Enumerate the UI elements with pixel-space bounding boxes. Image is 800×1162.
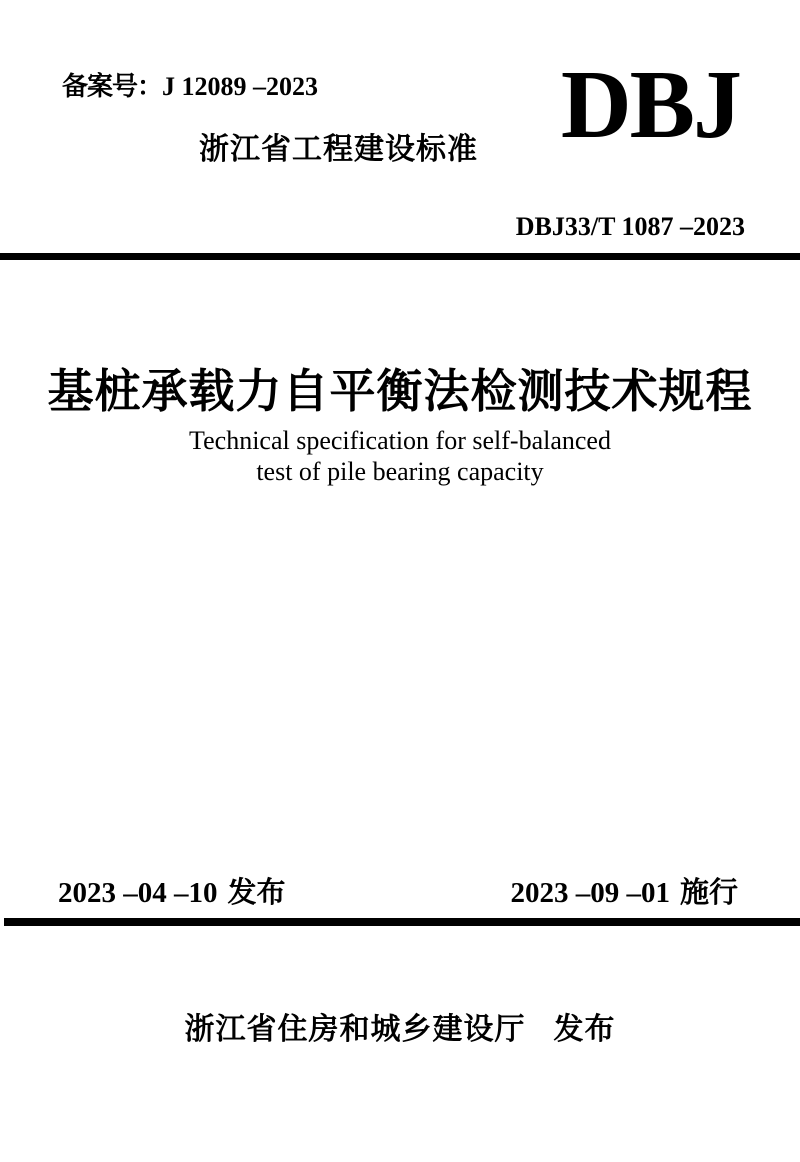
effective-date-group: [510, 870, 738, 911]
bottom-divider-rule: [4, 918, 800, 926]
top-divider-rule: [0, 253, 800, 260]
record-number-label: 备案号：: [62, 71, 163, 101]
document-title-cn: 基桩承载力自平衡法检测技术规程: [47, 366, 753, 417]
standard-category-label: 浙江省工程建设标准: [199, 133, 478, 166]
document-title-en: [0, 425, 800, 487]
publisher-name: 浙江省住房和城乡建设厅: [184, 1013, 526, 1046]
publisher-action: 发布: [553, 1013, 616, 1046]
issue-date: 2023 –04 –10: [58, 877, 218, 909]
dbj-logo: DBJ: [560, 51, 740, 159]
publisher-line: [0, 1004, 800, 1048]
document-title-en-line2: test of pile bearing capacity: [256, 457, 544, 486]
record-number-line: [62, 66, 318, 103]
issue-date-group: [58, 870, 286, 911]
dates-row: [58, 870, 738, 911]
document-title-en-line1: Technical specification for self-balanced: [189, 426, 611, 455]
effective-date-label: 施行: [679, 877, 738, 909]
issue-date-label: 发布: [227, 877, 286, 909]
effective-date: 2023 –09 –01: [510, 877, 670, 909]
record-number-value: J 12089 –2023: [162, 72, 319, 101]
standard-number: DBJ33/T 1087 –2023: [515, 212, 745, 241]
